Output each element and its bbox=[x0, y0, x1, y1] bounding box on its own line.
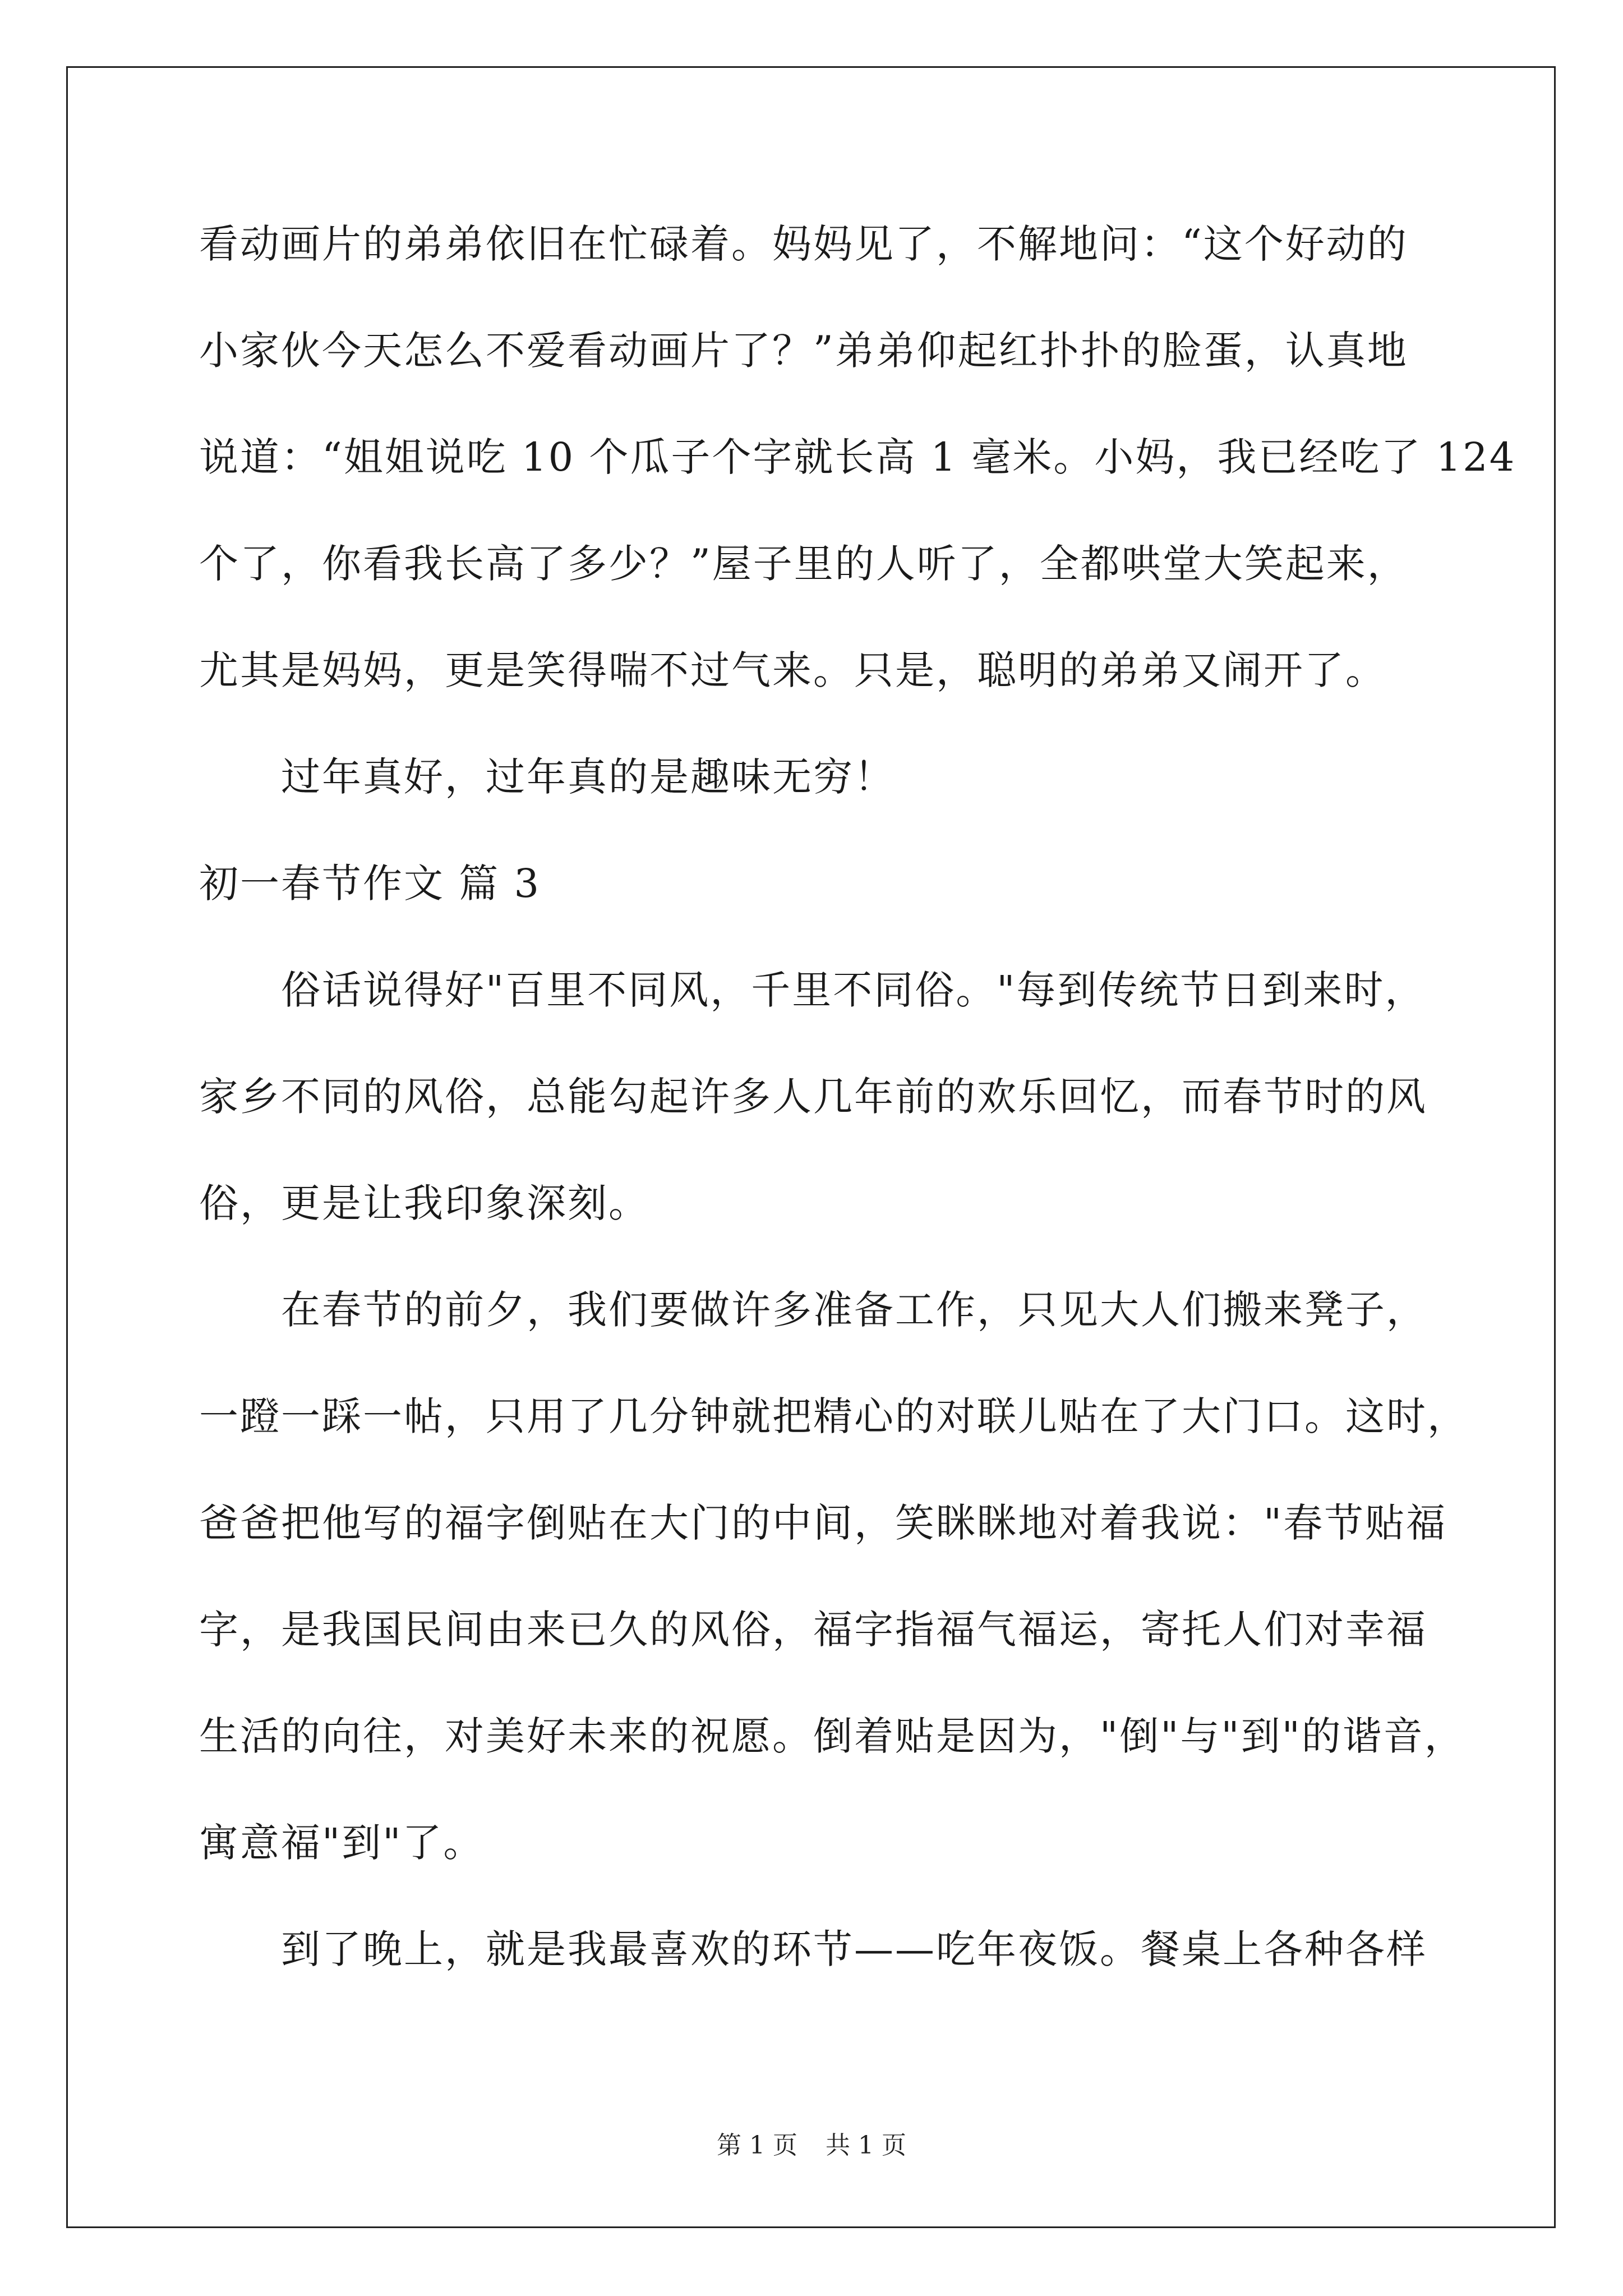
text-line: 爸爸把他写的福字倒贴在大门的中间，笑眯眯地对着我说："春节贴福 bbox=[199, 1500, 1447, 1546]
document-body bbox=[199, 213, 1516, 2025]
text-line: 字，是我国民间由来已久的风俗，福字指福气福运，寄托人们对幸福 bbox=[199, 1607, 1427, 1653]
text-line: 个了，你看我长高了多少？”屋子里的人听了，全都哄堂大笑起来， bbox=[199, 541, 1408, 587]
page-number: 第 1 页 bbox=[717, 2131, 797, 2160]
text-line: 家乡不同的风俗，总能勾起许多人几年前的欢乐回忆，而春节时的风 bbox=[199, 1074, 1427, 1120]
text-line: 说道：“姐姐说吃 10 个瓜子个字就长高 1 毫米。小妈，我已经吃了 124 bbox=[199, 434, 1516, 480]
text-line: 在春节的前夕，我们要做许多准备工作，只见大人们搬来凳子， bbox=[281, 1287, 1427, 1333]
page-footer bbox=[0, 2129, 1623, 2162]
text-line: 过年真好，过年真的是趣味无穷！ bbox=[281, 754, 895, 800]
text-line: 到了晚上，就是我最喜欢的环节——吃年夜饭。餐桌上各种各样 bbox=[281, 1926, 1427, 1972]
text-line: 尤其是妈妈，更是笑得喘不过气来。只是，聪明的弟弟又闹开了。 bbox=[199, 647, 1386, 693]
text-line: 一蹬一踩一帖，只用了几分钟就把精心的对联儿贴在了大门口。这时， bbox=[199, 1393, 1468, 1439]
text-line: 寓意福"到"了。 bbox=[199, 1820, 485, 1866]
section-heading: 初一春节作文 篇 3 bbox=[199, 861, 541, 907]
text-line: 看动画片的弟弟依旧在忙碌着。妈妈见了，不解地问：“这个好动的 bbox=[199, 221, 1408, 267]
text-line: 生活的向往，对美好未来的祝愿。倒着贴是因为，"倒"与"到"的谐音， bbox=[199, 1713, 1465, 1759]
text-line: 俗，更是让我印象深刻。 bbox=[199, 1180, 649, 1226]
text-line: 俗话说得好"百里不同风，千里不同俗。"每到传统节日到来时， bbox=[281, 967, 1426, 1013]
text-line: 小家伙今天怎么不爱看动画片了？”弟弟仰起红扑扑的脸蛋，认真地 bbox=[199, 328, 1408, 374]
page-total: 共 1 页 bbox=[826, 2131, 906, 2160]
